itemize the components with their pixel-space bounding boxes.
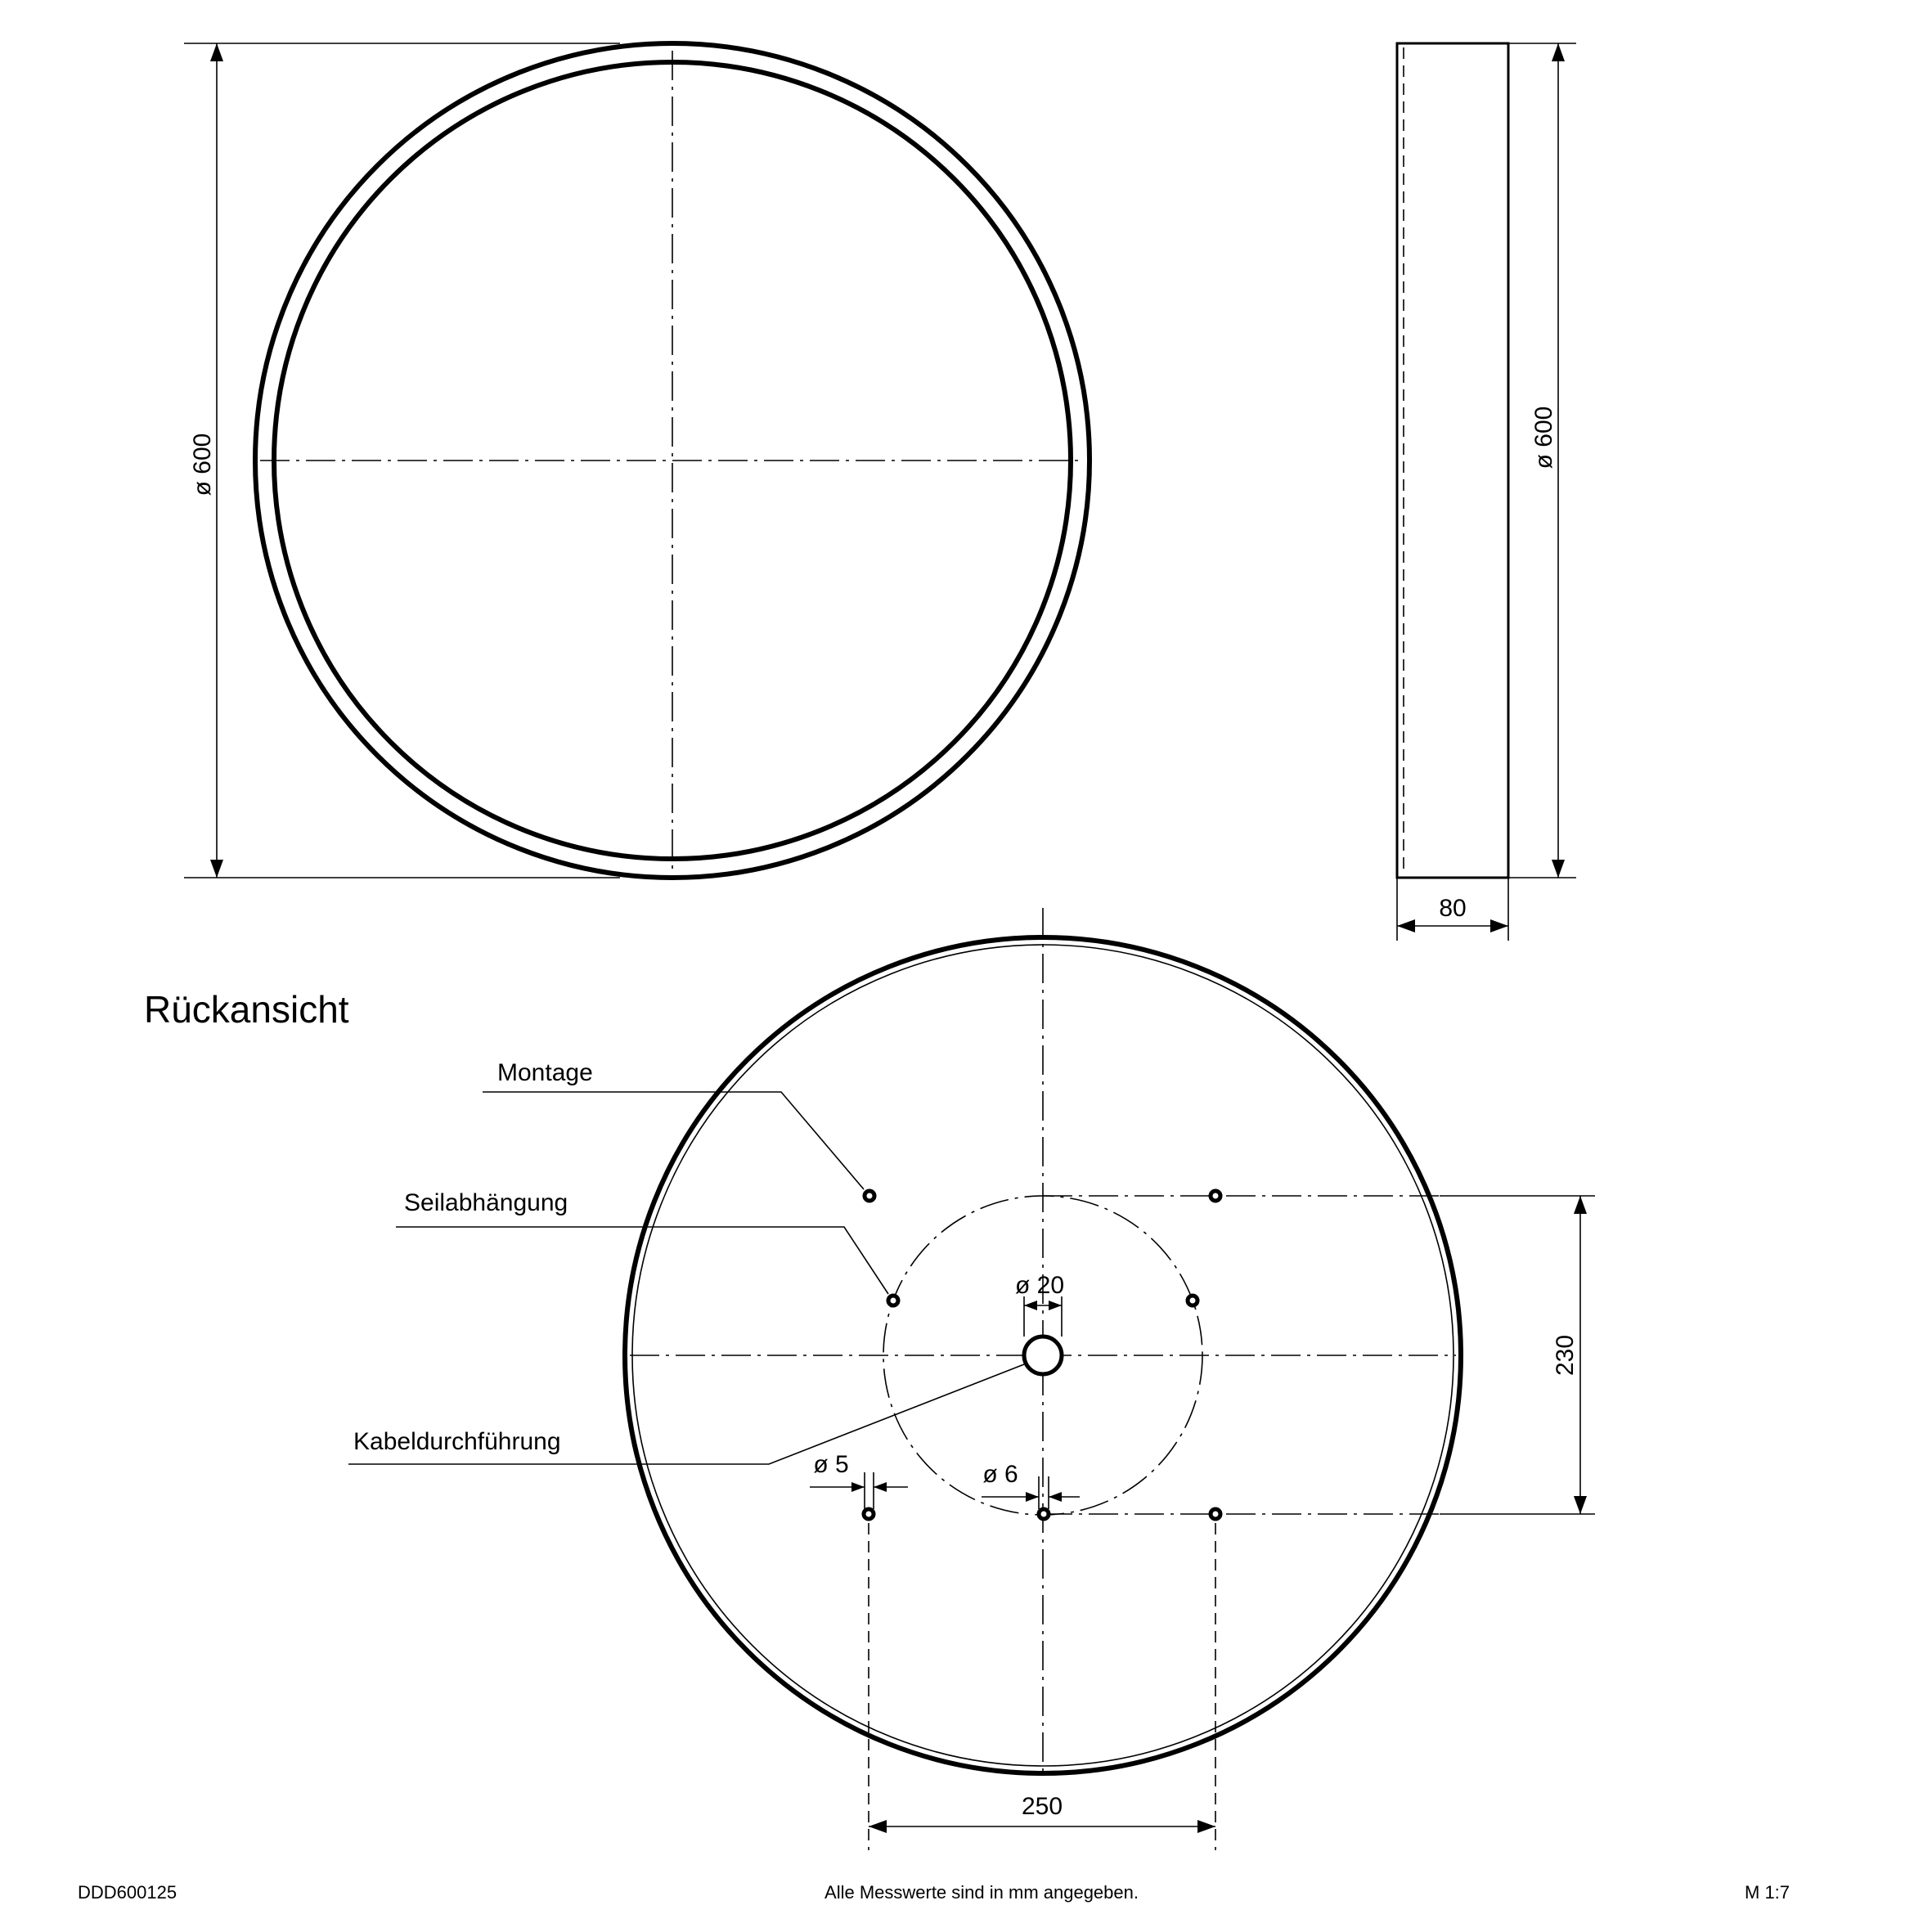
mount-hole-dim-arrow-left [851, 1482, 865, 1492]
mounting-hole [1211, 1509, 1220, 1519]
suspension-hole [1039, 1509, 1049, 1519]
side-view [1397, 43, 1576, 941]
article-number: DDD600125 [78, 1882, 177, 1903]
cable-entry-hole [1024, 1337, 1062, 1374]
horizontal-spacing-arrow-left [869, 1820, 887, 1833]
side-depth-arrow-left [1397, 919, 1415, 932]
units-note: Alle Messwerte sind in mm angegeben. [824, 1882, 1139, 1903]
mounting-hole-diameter-label: ø 5 [813, 1451, 849, 1478]
callout-cable-entry-label: Kabeldurchführung [353, 1428, 561, 1455]
cable-entry-dim-arrow-left [1024, 1301, 1037, 1310]
front-dim-arrow-bottom [210, 860, 223, 878]
callout-mounting-leader [483, 1092, 864, 1189]
side-depth-label: 80 [1439, 895, 1467, 922]
callout-mounting-label: Montage [497, 1059, 593, 1086]
mounting-hole [864, 1509, 874, 1519]
vertical-spacing-arrow-bottom [1574, 1496, 1587, 1514]
back-view-title: Rückansicht [144, 988, 349, 1031]
cable-entry-dim-arrow-right [1049, 1301, 1062, 1310]
footer [78, 1882, 1790, 1903]
horizontal-spacing-arrow-right [1197, 1820, 1215, 1833]
mount-hole-dim-arrow-right [874, 1482, 887, 1492]
scale-label: M 1:7 [1745, 1882, 1790, 1903]
front-view [184, 43, 1090, 878]
front-dim-arrow-top [210, 43, 223, 61]
susp-hole-dim-arrow-right [1049, 1492, 1062, 1502]
susp-hole-dim-arrow-left [1026, 1492, 1039, 1502]
side-dim-arrow-bottom [1552, 860, 1565, 878]
horizontal-spacing-label: 250 [1021, 1793, 1063, 1820]
side-body [1397, 43, 1508, 878]
back-view [144, 908, 1595, 1850]
mounting-hole [865, 1191, 874, 1201]
side-dim-arrow-top [1552, 43, 1565, 61]
side-depth-arrow-right [1490, 919, 1508, 932]
suspension-hole [1188, 1296, 1197, 1305]
side-diameter-label: ø 600 [1530, 406, 1557, 470]
suspension-hole [888, 1296, 898, 1305]
suspension-hole-diameter-label: ø 6 [982, 1461, 1018, 1488]
cable-entry-diameter-label: ø 20 [1014, 1272, 1065, 1299]
callout-suspension-label: Seilabhängung [404, 1189, 568, 1216]
vertical-spacing-label: 230 [1552, 1334, 1579, 1377]
vertical-spacing-arrow-top [1574, 1196, 1587, 1214]
front-diameter-label: ø 600 [189, 433, 216, 496]
mounting-hole [1211, 1191, 1220, 1201]
